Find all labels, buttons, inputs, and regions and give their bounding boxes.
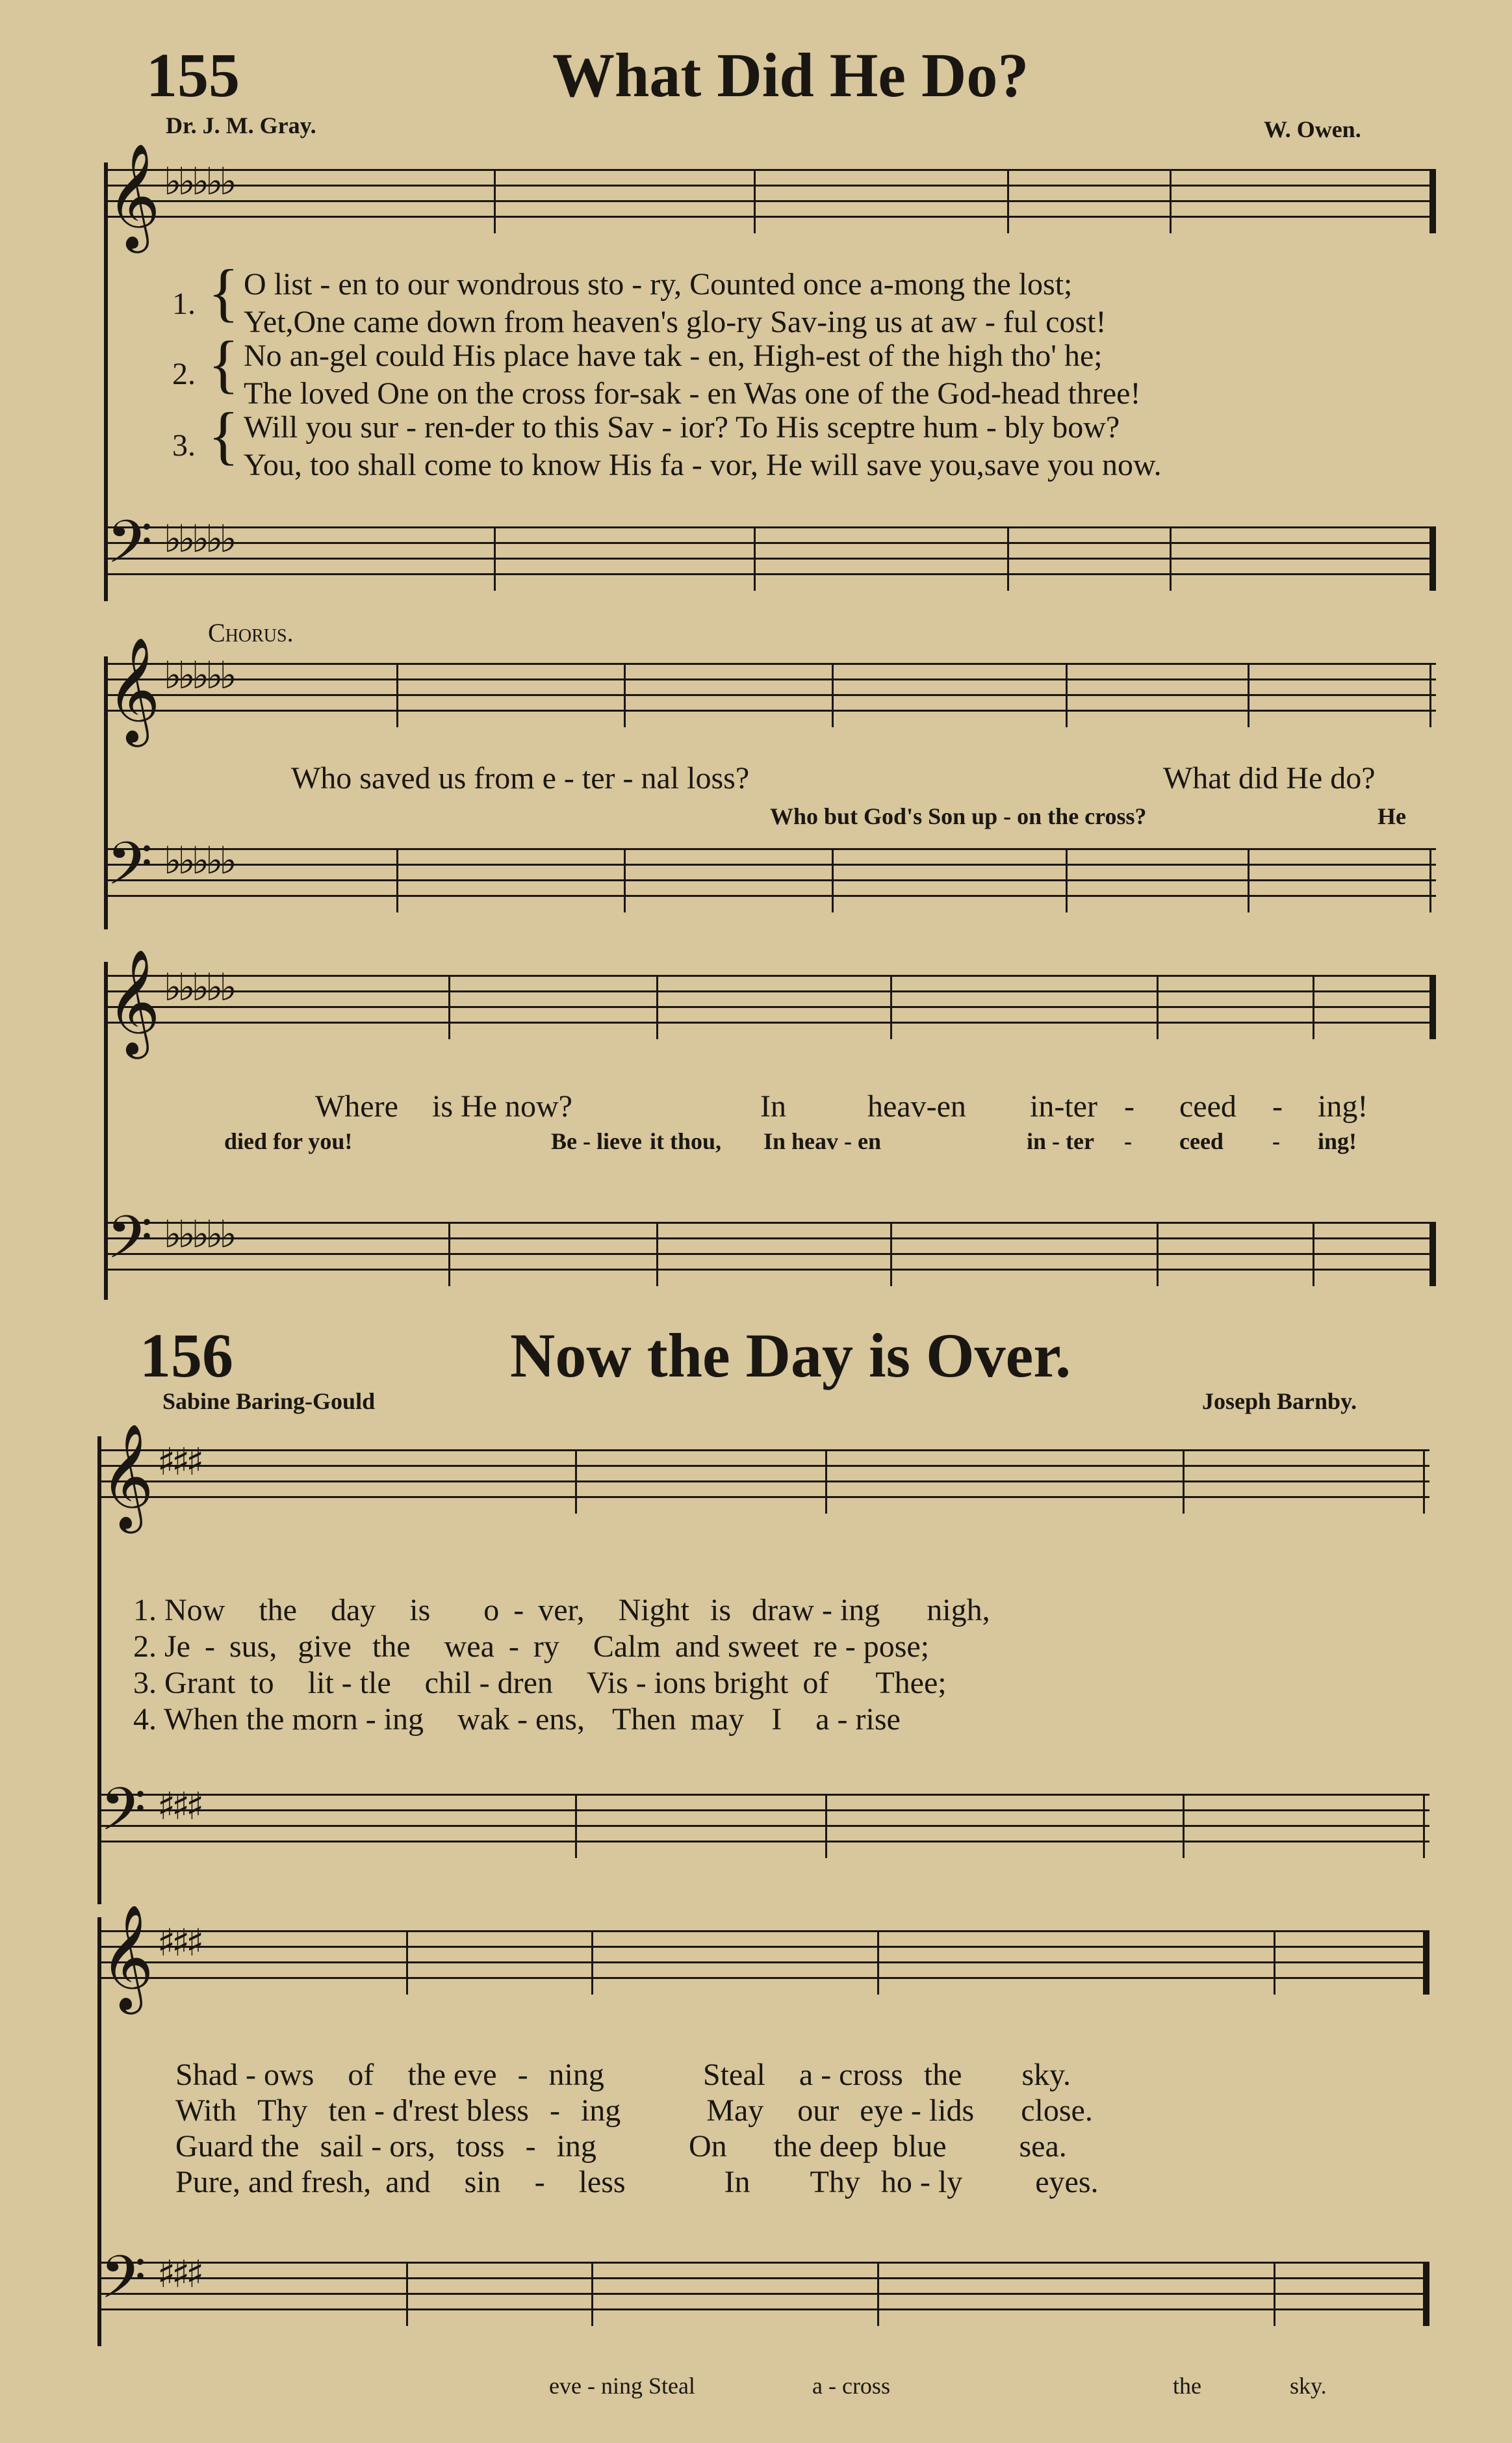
treble-clef-icon: 𝄞 — [107, 637, 160, 743]
lyric-syllable: ning — [548, 2058, 604, 2092]
key-signature-flats: ♭♭♭♭♭ — [164, 517, 233, 561]
barline — [448, 975, 450, 1039]
barline — [591, 1930, 593, 1995]
treble-clef-icon: 𝄞 — [100, 1423, 154, 1529]
lyric-syllable: - — [508, 1629, 519, 1664]
chorus-lyric: - — [1272, 1089, 1283, 1124]
lyric-syllable: wak — [457, 1702, 510, 1737]
lyric-syllable: the — [372, 1629, 411, 1664]
barline — [575, 1449, 577, 1514]
verse-line-1a — [133, 1592, 990, 1628]
lyric-syllable: Thee; — [875, 1666, 947, 1700]
key-signature-sharps: ♯♯♯ — [157, 1440, 201, 1484]
lyric-syllable: I — [771, 1702, 782, 1737]
hymn-156-author: Sabine Baring-Gould — [162, 1388, 376, 1414]
lyric-syllable: give — [298, 1629, 352, 1664]
lyric-syllable: chil — [424, 1666, 472, 1700]
barline — [754, 169, 756, 233]
lyric-syllable: less — [578, 2165, 626, 2199]
lyric-syllable: 2. Je — [133, 1629, 190, 1664]
bass-clef-icon: 𝄢 — [100, 1775, 146, 1858]
lyric-syllable: - — [549, 2093, 560, 2128]
verse-line: Will you sur - ren-der to this Sav - ior? To His sceptre hum - bly bow? — [244, 410, 1120, 445]
lyric-syllable: ors, — [389, 2129, 435, 2164]
key-signature-sharps: ♯♯♯ — [157, 1784, 201, 1828]
lyric-syllable: is — [409, 1593, 431, 1627]
barline — [1183, 1794, 1185, 1858]
lyric-syllable: eyes. — [1035, 2165, 1099, 2199]
chorus-lyric: Who saved us from e - ter - nal loss? — [291, 761, 750, 795]
barline — [832, 848, 834, 912]
treble-clef-icon: 𝄞 — [107, 949, 160, 1055]
verse-line-2a — [133, 1629, 929, 1664]
lyric-syllable: the deep — [773, 2129, 878, 2164]
verse-line-1b — [175, 2057, 1071, 2093]
barline — [1248, 848, 1249, 912]
lyric-syllable: is — [710, 1593, 732, 1627]
lyric-syllable: - — [513, 1593, 524, 1627]
chorus-lyric: - — [1124, 1089, 1134, 1124]
lyric-syllable: ry — [533, 1629, 559, 1664]
barline — [1429, 663, 1431, 727]
hymn-155-composer: W. Owen. — [1264, 116, 1361, 142]
barline — [890, 1222, 892, 1286]
lyric-syllable: In — [724, 2165, 750, 2199]
lyric-syllable: and sweet — [674, 1629, 799, 1664]
lyric-syllable: of — [802, 1666, 829, 1700]
verse-number: 2. — [172, 357, 196, 391]
bass-clef-icon: 𝄢 — [107, 1203, 153, 1286]
barline — [1429, 848, 1431, 912]
lyric-syllable: nigh, — [927, 1593, 990, 1627]
lyric-syllable: to — [250, 1666, 274, 1700]
treble-clef-icon: 𝄞 — [107, 143, 160, 249]
final-barline — [1423, 2262, 1429, 2326]
final-barline — [1429, 1222, 1436, 1286]
lyric-syllable: Steal — [702, 2058, 765, 2092]
key-signature-sharps: ♯♯♯ — [157, 1920, 201, 1965]
treble-staff — [104, 949, 1436, 1055]
lyric-syllable: Night — [618, 1593, 689, 1627]
barline — [396, 848, 398, 912]
lyric-syllable: ing — [580, 2093, 621, 2128]
lyric-syllable: Vis — [586, 1666, 628, 1700]
key-signature-flats: ♭♭♭♭♭ — [164, 965, 233, 1009]
lyric-syllable: a — [815, 1702, 830, 1737]
barline — [877, 1930, 879, 1995]
barline — [624, 663, 626, 727]
barline — [1066, 663, 1068, 727]
barline — [1007, 526, 1009, 591]
lyric-syllable: Thy — [810, 2165, 860, 2199]
lyric-syllable: ing — [383, 1702, 424, 1737]
chorus-bass-lyric: Who but God's Son up - on the cross? — [770, 803, 1147, 829]
lyric-syllable: morn — [292, 1702, 358, 1737]
verse-bracket: { — [208, 399, 239, 471]
final-barline — [1423, 1930, 1429, 1995]
lyric-syllable: - — [845, 1629, 856, 1664]
lyric-syllable: eye — [860, 2093, 903, 2128]
lyric-syllable: ing — [556, 2129, 596, 2164]
lyric-syllable: - — [821, 2058, 832, 2092]
barline — [1157, 975, 1159, 1039]
lyric-syllable: ten — [328, 2093, 367, 2128]
final-barline — [1429, 169, 1436, 233]
chorus-bass-lyric: - — [1272, 1128, 1280, 1154]
bass-footer-lyric: eve - ning Steal — [549, 2373, 695, 2399]
chorus-bass-lyric: died for you! — [224, 1128, 353, 1154]
lyric-syllable: and — [385, 2165, 431, 2199]
chorus-lyric: In — [760, 1089, 786, 1124]
verse-line-4a — [133, 1701, 901, 1737]
lyric-syllable: - — [534, 2165, 545, 2199]
barline — [1157, 1222, 1159, 1286]
lyric-syllable: On — [688, 2129, 727, 2164]
lyric-syllable: day — [330, 1593, 376, 1627]
verse-line: No an-gel could His place have tak - en, High-est of the high tho' he; — [244, 339, 1103, 373]
lyric-syllable: With — [175, 2093, 237, 2128]
lyric-syllable: ly — [938, 2165, 963, 2199]
hymn-155-title: What Did He Do? — [552, 40, 1029, 110]
lyric-syllable: our — [797, 2093, 839, 2128]
barline — [825, 1449, 827, 1514]
barline — [1170, 526, 1172, 591]
verse-bracket: { — [208, 256, 239, 328]
barline — [656, 1222, 658, 1286]
lyric-syllable: re — [813, 1629, 838, 1664]
lyric-syllable: - — [246, 2058, 256, 2092]
verse-number: 1. — [172, 287, 196, 321]
barline — [396, 663, 398, 727]
lyric-syllable: Pure, and fresh, — [175, 2165, 372, 2199]
treble-staff — [97, 1904, 1429, 2010]
barline — [406, 2262, 408, 2326]
bass-clef-icon: 𝄢 — [107, 508, 153, 591]
lyric-syllable: the eve — [407, 2058, 497, 2092]
key-signature-flats: ♭♭♭♭♭ — [164, 1212, 233, 1256]
chorus-label: Chorus. — [208, 618, 294, 647]
lyric-syllable: the — [259, 1593, 297, 1627]
verse-number: 3. — [172, 428, 196, 463]
barline — [494, 526, 496, 591]
chorus-bass-lyric: ceed — [1179, 1128, 1224, 1154]
chorus-lyric: ing! — [1318, 1089, 1368, 1124]
bass-footer-lyric: a - cross — [812, 2373, 890, 2399]
lyric-syllable: dren — [497, 1666, 553, 1700]
lyric-syllable: 1. Now — [133, 1593, 225, 1627]
bass-footer-lyric: the — [1173, 2373, 1201, 2399]
final-barline — [1429, 975, 1436, 1039]
lyric-syllable: - — [517, 1702, 528, 1737]
bass-staff — [104, 829, 1436, 912]
barline — [890, 975, 892, 1039]
bass-staff — [97, 2243, 1429, 2326]
lyric-syllable: - — [341, 1666, 352, 1700]
lyric-syllable: - — [479, 1666, 490, 1700]
lyric-syllable: ows — [263, 2058, 314, 2092]
barline — [1007, 169, 1009, 233]
lyric-syllable: sea. — [1019, 2129, 1067, 2164]
lyric-syllable: - — [371, 2129, 382, 2164]
chorus-lyric: is He now? — [432, 1089, 572, 1124]
lyric-syllable: pose; — [863, 1629, 930, 1664]
verse-bracket: { — [208, 328, 239, 400]
treble-staff — [104, 637, 1436, 743]
lyric-syllable: - — [365, 1702, 376, 1737]
barline — [494, 169, 496, 233]
lyric-syllable: o — [483, 1593, 500, 1627]
lyric-syllable: wea — [444, 1629, 494, 1664]
lyric-syllable: 4. When the — [133, 1702, 285, 1737]
barline — [1313, 975, 1314, 1039]
lyric-syllable: sail — [320, 2129, 364, 2164]
barline — [877, 2262, 879, 2326]
barline — [1423, 1794, 1425, 1858]
bass-clef-icon: 𝄢 — [107, 829, 153, 912]
lyric-syllable: tle — [359, 1666, 391, 1700]
chorus-lyric: heav-en — [867, 1089, 966, 1124]
verse-line: Yet,One came down from heaven's glo-ry Sav-ing us at aw - ful cost! — [244, 305, 1107, 339]
hymn-156-number: 156 — [140, 1321, 233, 1390]
barline — [1423, 1449, 1425, 1514]
lyric-syllable: Shad — [175, 2058, 238, 2092]
barline — [575, 1794, 577, 1858]
lyric-syllable: blue — [892, 2129, 947, 2164]
lyric-syllable: cross — [839, 2058, 903, 2092]
key-signature-flats: ♭♭♭♭♭ — [164, 838, 233, 883]
lyric-syllable: - — [837, 1702, 848, 1737]
hymn-156-composer: Joseph Barnby. — [1202, 1388, 1357, 1414]
bass-staff — [104, 1203, 1436, 1286]
chorus-lyric: in-ter — [1030, 1089, 1097, 1124]
lyric-syllable: close. — [1021, 2093, 1093, 2128]
lyric-syllable: - — [525, 2129, 536, 2164]
barline — [1248, 663, 1249, 727]
key-signature-sharps: ♯♯♯ — [157, 2252, 201, 2296]
lyric-syllable: sin — [464, 2165, 501, 2199]
chorus-bass-lyric: ing! — [1318, 1128, 1357, 1154]
hymn-155-number: 155 — [146, 40, 240, 110]
lyric-syllable: ver, — [538, 1593, 585, 1627]
chorus-bass-lyric: in - ter — [1027, 1128, 1094, 1154]
lyric-syllable: May — [706, 2093, 764, 2128]
lyric-syllable: a — [799, 2058, 814, 2092]
chorus-bass-lyric: He — [1377, 803, 1406, 829]
verse-line: You, too shall come to know His fa - vor, He will save you,save you now. — [244, 448, 1162, 482]
lyric-syllable: - — [204, 1629, 215, 1664]
final-barline — [1429, 526, 1436, 591]
treble-clef-icon: 𝄞 — [100, 1904, 154, 2010]
chorus-bass-lyric: - — [1124, 1128, 1132, 1154]
barline — [1170, 169, 1172, 233]
chorus-bass-lyric: In heav - en — [763, 1128, 882, 1154]
verse-line: O list - en to our wondrous sto - ry, Counted once a-mong the lost; — [244, 267, 1073, 302]
key-signature-flats: ♭♭♭♭♭ — [164, 159, 233, 203]
hymn-155-author: Dr. J. M. Gray. — [166, 112, 316, 138]
barline — [591, 2262, 593, 2326]
barline — [1274, 1930, 1275, 1995]
chorus-lyric: Where — [315, 1089, 398, 1124]
barline — [448, 1222, 450, 1286]
lyric-syllable: Calm — [593, 1629, 661, 1664]
bass-staff — [104, 508, 1436, 591]
bass-footer-lyric: sky. — [1290, 2373, 1327, 2399]
lyric-syllable: - — [635, 1666, 647, 1700]
barline — [1274, 2262, 1275, 2326]
barline — [1183, 1449, 1185, 1514]
barline — [832, 663, 834, 727]
barline — [656, 975, 658, 1039]
lyric-syllable: ing — [839, 1593, 880, 1627]
lyric-syllable: ens, — [535, 1702, 585, 1737]
barline — [825, 1794, 827, 1858]
lyric-syllable: lit — [307, 1666, 334, 1700]
verse-line-3b — [175, 2128, 1067, 2164]
bass-staff — [97, 1775, 1429, 1858]
barline — [406, 1930, 408, 1995]
lyric-syllable: toss — [455, 2129, 505, 2164]
chorus-lyric: ceed — [1179, 1089, 1237, 1124]
treble-staff — [104, 143, 1436, 249]
chorus-bass-lyric: it thou, — [650, 1128, 722, 1154]
barline — [1313, 1222, 1314, 1286]
lyric-syllable: Thy — [257, 2093, 308, 2128]
lyric-syllable: rise — [855, 1702, 901, 1737]
verse-line-3a — [133, 1665, 947, 1701]
lyric-syllable: the — [923, 2058, 962, 2092]
lyric-syllable: d'rest bless — [392, 2093, 529, 2128]
lyric-syllable: ho — [880, 2165, 912, 2199]
lyric-syllable: sus, — [229, 1629, 277, 1664]
lyric-syllable: - — [374, 2093, 385, 2128]
key-signature-flats: ♭♭♭♭♭ — [164, 653, 233, 697]
barline — [1066, 848, 1068, 912]
lyric-syllable: - — [517, 2058, 528, 2092]
lyric-syllable: sky. — [1021, 2058, 1071, 2092]
lyric-syllable: of — [348, 2058, 374, 2092]
barline — [624, 848, 626, 912]
chorus-lyric: What did He do? — [1163, 761, 1376, 795]
lyric-syllable: - — [821, 1593, 832, 1627]
lyric-syllable: - — [910, 2093, 921, 2128]
barline — [754, 526, 756, 591]
lyric-syllable: may — [690, 1702, 745, 1737]
lyric-syllable: draw — [752, 1593, 814, 1627]
bass-clef-icon: 𝄢 — [100, 2243, 146, 2326]
verse-line: The loved One on the cross for-sak - en Was one of the God-head three! — [244, 376, 1141, 411]
chorus-bass-lyric: Be - lieve — [551, 1128, 642, 1154]
hymn-156-title: Now the Day is Over. — [510, 1321, 1071, 1390]
lyric-syllable: ions bright — [654, 1666, 789, 1700]
lyric-syllable: Then — [611, 1702, 676, 1737]
treble-staff — [97, 1423, 1429, 1529]
lyric-syllable: - — [919, 2165, 930, 2199]
verse-line-4b — [175, 2164, 1099, 2200]
verse-line-2b — [175, 2093, 1093, 2128]
lyric-syllable: 3. Grant — [133, 1666, 236, 1700]
lyric-syllable: lids — [929, 2093, 975, 2128]
lyric-syllable: Guard the — [175, 2129, 300, 2164]
